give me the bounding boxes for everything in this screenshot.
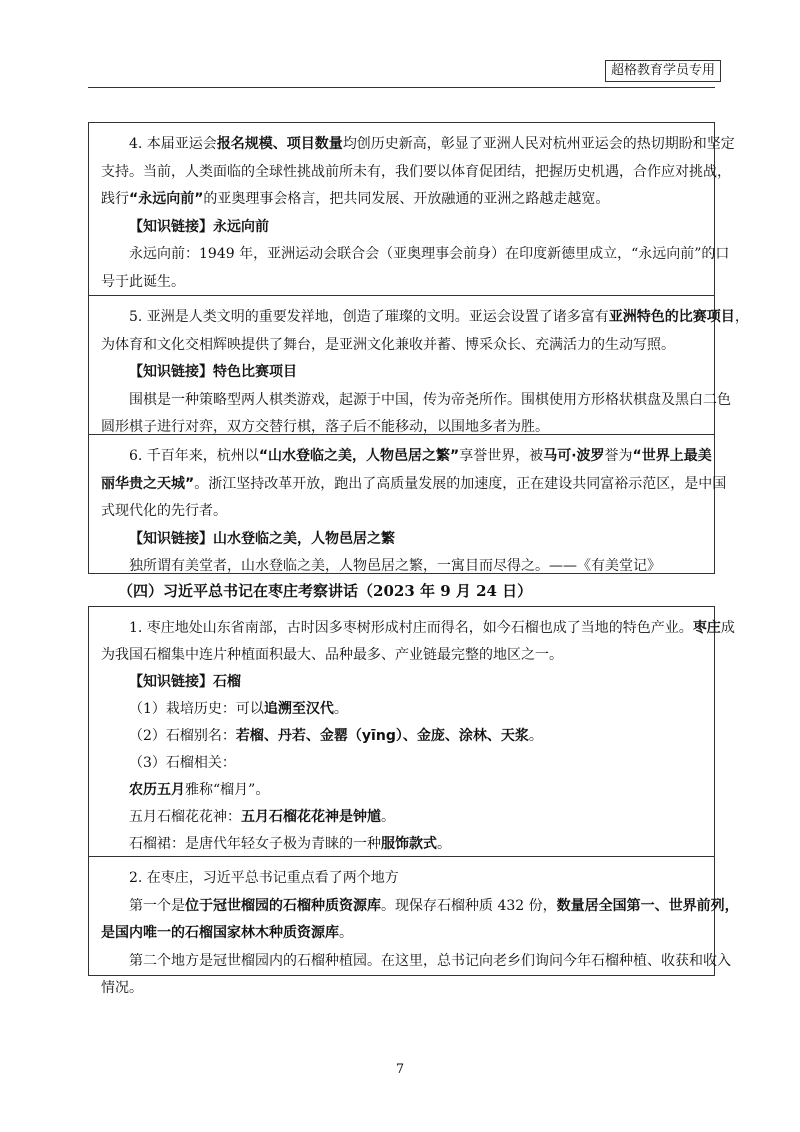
text-span: 。浙江坚持改革开放，跑出了高质量发展的加速度，正在建设共同富裕示范区，是中国 <box>194 475 727 492</box>
bold-span: 马可·波罗 <box>543 448 605 464</box>
text-span: 成 <box>720 620 735 636</box>
paragraph <box>101 159 731 187</box>
text-span: 5. 亚洲是人类文明的重要发祥地，创造了璀璨的文明。亚运会设置了诸多富有 <box>129 309 609 325</box>
list-item <box>101 804 702 831</box>
text-span: 支持。当前，人类面临的全球性挑战前所未有，我们要以体育促团结，把握历史机遇，合作应对挑战， <box>101 163 731 180</box>
section-heading: （四）习近平总书记在枣庄考察讲话（2023 年 9 月 24 日） <box>118 582 533 600</box>
list-item <box>101 777 702 804</box>
text-span: 4. 本届亚运会 <box>129 136 217 152</box>
text-span: 第一个是 <box>129 897 185 914</box>
text-span: 。 <box>381 809 395 825</box>
text-span: 的亚奥理事会格言，把共同发展、开放融通的亚洲之路越走越宽。 <box>203 191 610 207</box>
knowledge-link-label: 【知识链接】石榴 <box>129 674 241 690</box>
bold-span: 农历五月 <box>129 782 185 798</box>
knowledge-link-label: 【知识链接】山水登临之美，人物邑居之繁 <box>129 530 395 547</box>
paragraph <box>101 471 727 499</box>
point-item-zaozhuang-2 <box>89 856 739 996</box>
point-item-5 <box>89 295 749 435</box>
bold-span: 服饰款式 <box>381 836 437 852</box>
paragraph: 号于此诞生。 <box>101 273 185 290</box>
text-span: 五月石榴花花神： <box>129 809 241 825</box>
bold-span: 是国内唯一的石榴国家林木种质资源库 <box>101 925 339 941</box>
bold-span: 报名规模、项目数量 <box>216 136 343 152</box>
bold-span: “世界上最美 <box>632 448 712 464</box>
list-item <box>101 696 702 723</box>
paragraph: 为体育和文化交相辉映提供了舞台，是亚洲文化兼收并蓄、博采众长、充满活力的生动写照。 <box>101 336 675 353</box>
text-span: （1）栽培历史：可以 <box>129 701 264 717</box>
bold-span: 枣庄 <box>692 620 721 636</box>
text-span: 享誉世界，被 <box>459 448 544 464</box>
paragraph: 2. 在枣庄，习近平总书记重点看了两个地方 <box>129 870 399 886</box>
text-span: （2）石榴别名： <box>129 728 236 744</box>
paragraph: 情况。 <box>101 980 143 996</box>
paragraph: 永远向前：1949 年，亚洲运动会联合会（亚奥理事会前身）在印度新德里成立，“永远向前”的口 <box>129 246 730 262</box>
text-span: 雅称“榴月”。 <box>185 782 270 798</box>
text-span: ， <box>734 309 749 325</box>
bold-span: 若榴、丹若、金罂（yīng）、金庞、涂林、天浆 <box>235 728 529 744</box>
list-item <box>101 723 702 750</box>
text-span: 。 <box>339 925 353 941</box>
text-span: 。 <box>333 701 348 717</box>
paragraph <box>101 920 702 948</box>
paragraph <box>101 893 739 921</box>
paragraph: 围棋是一种策略型两人棋类游戏，起源于中国，传为帝尧所作。围棋使用方形格状棋盘及黑白二色 <box>129 391 731 408</box>
text-span: 均创历史新高，彰显了亚洲人民对杭州亚运会的热切期盼和坚定 <box>342 136 735 152</box>
knowledge-link-label: 【知识链接】特色比赛项目 <box>129 364 297 380</box>
bold-span: 五月石榴花花神是钟馗 <box>241 809 381 825</box>
point-item-zaozhuang-1 <box>89 607 735 856</box>
list-item <box>101 831 702 858</box>
text-span: 誉为 <box>604 448 633 464</box>
paragraph: 独所谓有美堂者，山水登临之美，人物邑居之繁，一寓目而尽得之。——《有美堂记》 <box>129 558 661 574</box>
points-table-2 <box>88 606 739 996</box>
paragraph <box>101 304 749 332</box>
bold-span: 丽华贵之天城” <box>101 475 195 492</box>
paragraph: 圆形棋子进行对弈，双方交替行棋，落子后不能移动，以围地多者为胜。 <box>101 419 549 435</box>
text-span: 1. 枣庄地处山东省南部，古时因多枣树形成村庄而得名，如今石榴也成了当地的特色产业。 <box>129 620 693 636</box>
bold-span: 位于冠世榴园的石榴种质资源库 <box>185 897 381 914</box>
bold-span: “山水登临之美，人物邑居之繁” <box>258 448 460 464</box>
bold-span: “永远向前” <box>129 191 204 207</box>
paragraph <box>101 443 712 471</box>
text-span: 。现保存石榴种质 432 份， <box>381 897 557 914</box>
text-span: 。 <box>528 728 543 744</box>
bold-span: 追溯至汉代 <box>263 701 334 717</box>
paragraph: 第二个地方是冠世榴园内的石榴种植园。在这里，总书记向老乡们询问今年石榴种植、收获和收入 <box>129 952 731 969</box>
text-span: 石榴裙：是唐代年轻女子极为青睐的一种 <box>129 836 381 852</box>
header-badge: 超格教育学员专用 <box>605 60 721 82</box>
bold-span: 数量居全国第一、世界前列， <box>556 897 739 914</box>
header-rule <box>88 87 715 88</box>
paragraph <box>101 131 735 159</box>
paragraph: 为我国石榴集中连片种植面积最大、品种最多、产业链最完整的地区之一。 <box>101 647 563 663</box>
point-item-4 <box>89 123 735 295</box>
text-span: 6. 千百年来，杭州以 <box>129 448 259 464</box>
bold-span: 亚洲特色的比赛项目 <box>608 309 735 325</box>
point-item-6 <box>89 434 727 574</box>
points-table-1 <box>88 122 749 574</box>
text-span: 践行 <box>101 191 129 207</box>
knowledge-link-label: 【知识链接】永远向前 <box>129 218 269 235</box>
paragraph <box>101 615 735 642</box>
text-span: 。 <box>437 836 451 852</box>
paragraph: 式现代化的先行者。 <box>101 503 227 519</box>
page-number: 7 <box>395 1062 405 1077</box>
list-item: （3）石榴相关： <box>129 755 236 771</box>
paragraph <box>101 186 702 214</box>
